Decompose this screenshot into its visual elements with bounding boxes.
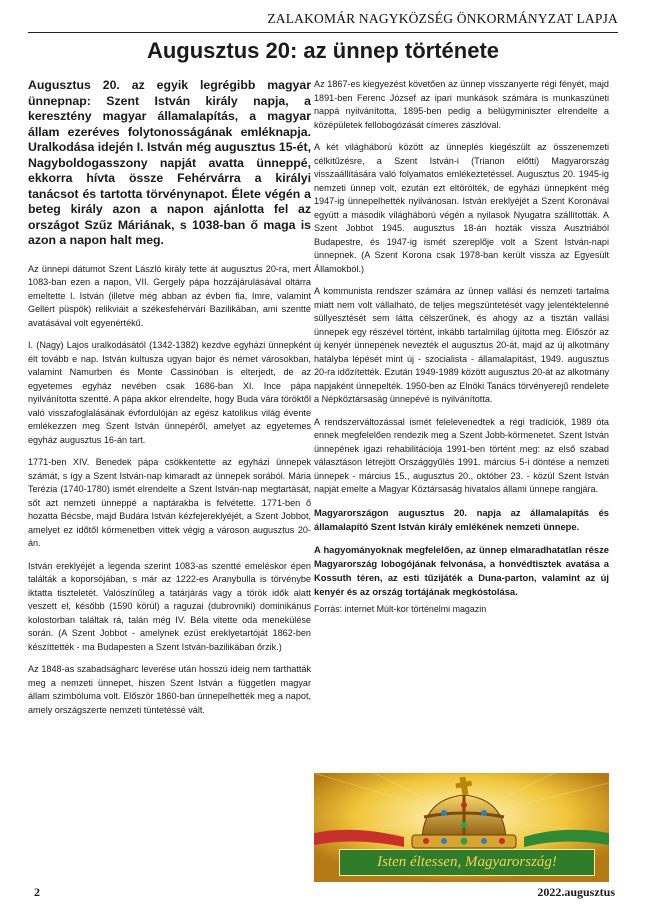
right-column xyxy=(314,78,609,625)
body-paragraph: A rendszerváltozással ismét felelevenedtek a régi tradíciók, 1989 óta ennek megfelelően rendezik meg a Szent Jobb-körmenetet. Szent István ünnepének igazi rehabilitációja 1991-ben történt meg: az első szabad választáson létrejött Országgyűlés 1991. március 5-i döntése a nemzeti ünnepek - március 15., augusztus 20., október 23. - közül Szent István napját emelte a Magyar Köztársaság hivatalos állami ünnepe rangjára. xyxy=(314,416,609,494)
source-note: Forrás: internet Múlt-kor történelmi magazin xyxy=(314,603,487,614)
body-paragraph: A kommunista rendszer számára az ünnep vallási és nemzeti tartalma miatt nem volt vállalható, de teljes megszüntetését vagy jelentéktelenné süllyesztését sem látta célszerűnek, és ahogy az a tisztán vallási ünnepek egy részével történt, inkább tartalmilag újította meg. Először az új kenyér ünnepének nevezték el augusztus 20-át, majd az új alkotmány hatályba lépését mint új - szocialista - államalapítást, 1949. augusztus 20-ra időzítették. Ezután 1949-1989 között augusztus 20-át az alkotmány napjaként ünnepelték. 1950-ben az Elnöki Tanács törvényerejű rendelete a Népköztársaság ünnepévé is nyilvánította. xyxy=(314,286,609,404)
traditions-paragraph: A hagyományoknak megfelelően, az ünnep elmaradhatatlan része Magyarország lobogójának felvonása, a honvédtisztek avatása a Kossuth téren, az esti tűzijáték a Duna-parton, valamint az új kenyér és az ország tortájának megkóstolása. xyxy=(314,543,609,597)
body-paragraph: A két világháború között az ünneplés kiegészült az összenemzeti célkitűzésre, a Szent István-i (Trianon előtti) Magyarország visszaállítására való folyamatos emlékeztetéssel. Augusztus 20. 1945-ig nemzeti ünnep volt, ezután ezt eltörölték, de egyházi ünnepként még 1947-ig ünnepelhették nyilvánosan. István ereklyéjét a Szent Koronával együtt a második világháború végén a nyilasok Nyugatra szállították. A Szent Jobbot 1945. augusztus 18-án hozták vissza Ausztriából Budapestre, és 1947-ig ismét szereplője volt a Szent István-napi ünnepnek. (A Szent Korona csak 1978-ban került vissza az Egyesült Államokból.) xyxy=(314,142,609,274)
body-paragraph: Az ünnepi dátumot Szent László király tette át augusztus 20-ra, mert 1083-ban ezen a napon, VII. Gergely pápa hozzájárulásával oltárra emeltette I. István (illetve még abban az évben fia, Imre, valamint Gellért püspök) relikviáit a székesfehérvári Bazilikában, ami szentté avatásával volt egyenértékű. xyxy=(28,263,311,328)
body-paragraph: Az 1867-es kiegyezést követően az ünnep visszanyerte régi fényét, majd 1891-ben Ferenc József az ipari munkások számára is munkaszüneti nappá nyilvánította, 1895-ben pedig a belügyminiszter elrendelte a középületek fellobogózását címeres zászlóval. xyxy=(314,79,609,130)
page-header xyxy=(28,10,618,33)
page-number: 2 xyxy=(34,885,40,899)
issue-date: 2022.augusztus xyxy=(537,885,615,899)
body-paragraph: István ereklyéjét a legenda szerint 1083-as szentté emeléskor épen találták a koporsójában, s már az 1222-es Aranybulla is törvénybe iktatta tiszteletét. Valószínűleg a tatárjárás vagy a török idők alatt veszett el, később (1590 körül) a raguzai (dubrovniki) dominikánus kolostorban találtak rá, talán még IV. Béla vitette oda menekülése során. (A Szent Jobbot - amelynek ezüst ereklyetartóját 1862-ben készíttették - ma Budapesten a Szent István-bazilikában őrzik.) xyxy=(28,560,311,652)
holy-crown-banner xyxy=(314,773,609,882)
publication-title: ZALAKOMÁR NAGYKÖZSÉG ÖNKORMÁNYZAT LAPJA xyxy=(267,11,618,26)
highlight-paragraph: Magyarországon augusztus 20. napja az államalapítás és államalapító Szent István király emlékének nemzeti ünnepe. xyxy=(314,506,609,532)
body-paragraph: Az 1848-as szabadságharc leverése után hosszú ideig nem tarthatták meg a nemzeti ünnepet, hiszen Szent István a független magyar állam szimbóluma volt. Először 1860-ban ünnepelhették meg a napot, amely országszerte nemzeti tüntetéssé vált. xyxy=(28,664,311,715)
lead-paragraph: Augusztus 20. az egyik legrégibb magyar ünnepnap: Szent István király napja, a keresztény magyar államalapítás, a magyar állam ezeréves folytonosságának emléknapja. Uralkodása idején I. István még augusztus 15-ét, Nagyboldogasszony napját avatta ünneppé, ekkorra hívta össze Fehérvárra a királyi tanácsot és tartotta törvénynapot. Élete végén a beteg király azon a napon ajánlotta fel az országot Szűz Máriának, s 1038-ban ő maga is azon a napon halt meg. xyxy=(28,78,311,247)
banner-caption: Isten éltessen, Magyarország! xyxy=(339,849,595,876)
body-paragraph: 1771-ben XIV. Benedek pápa csökkentette az egyházi ünnepek számát, s így a Szent István-nap kimaradt az ünnepek sorából. Mária Terézia (1740-1780) ismét elrendelte a Szent István-nap megtartását, sőt azt nemzeti ünneppé a naptárakba is felvétette. 1771-ben ő hozatta Bécsbe, majd Budára István kézfejereklyéjét, a Szent Jobbot, amelyet ez időtől körmenetben vittek végig a városon augusztus 20-án. xyxy=(28,457,311,548)
left-column xyxy=(28,78,311,726)
article-title: Augusztus 20: az ünnep története xyxy=(146,38,500,63)
body-paragraph: I. (Nagy) Lajos uralkodásától (1342-1382) kezdve egyházi ünnepként élt tovább e nap. István kultusza ugyan bajor és német városokban, valamint Namurben és Monte Cassinóban is elterjedt, de az egyetemes egyház nevében csak 1686-ban XI. Ince pápa nyilvánította szentté. A pápa akkor elrendelte, hogy Buda vára töröktől való visszafoglalásának évfordulóján az egész katolikus világ évente emlékezzen meg Szent István ünnepéről, amelyet az egyetemes egyház augusztus 16-án tart. xyxy=(28,340,311,445)
